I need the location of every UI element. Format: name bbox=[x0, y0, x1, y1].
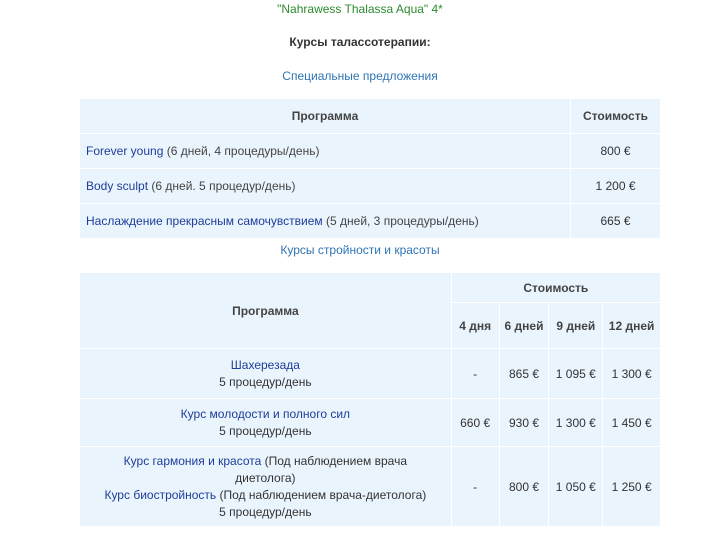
program-name: Курс молодости и полного сил bbox=[180, 406, 351, 421]
price-cell: - bbox=[451, 349, 499, 399]
program-cell bbox=[80, 204, 571, 239]
table-row bbox=[80, 447, 661, 527]
program-cell bbox=[80, 447, 452, 527]
duration-header: 9 дней bbox=[549, 303, 603, 349]
program-name: Шахерезада bbox=[230, 357, 300, 372]
program-name: Курс гармония и красота (Под наблюдением врача диетолога) bbox=[123, 453, 408, 485]
program-procedures: 5 процедур/день bbox=[219, 504, 312, 519]
program-procedures: 5 процедур/день bbox=[219, 423, 312, 438]
slimming-courses-heading: Курсы стройности и красоты bbox=[280, 243, 440, 257]
price-cell: 1 200 € bbox=[571, 169, 661, 204]
table-row bbox=[80, 349, 661, 399]
price-cell: 1 300 € bbox=[603, 349, 661, 399]
duration-header: 6 дней bbox=[499, 303, 549, 349]
price-cell: 1 095 € bbox=[549, 349, 603, 399]
program-details: (5 дней, 3 процедуры/день) bbox=[322, 214, 479, 228]
table-row bbox=[80, 399, 661, 447]
program-name: Forever young bbox=[86, 144, 164, 158]
price-cell: 800 € bbox=[571, 134, 661, 169]
price-cell: 1 250 € bbox=[603, 447, 661, 527]
program-cell bbox=[80, 169, 571, 204]
program-name: Наслаждение прекрасным самочувствием bbox=[86, 214, 323, 228]
slimming-courses-table bbox=[79, 272, 661, 527]
price-cell: 865 € bbox=[499, 349, 549, 399]
special-offers-table bbox=[79, 98, 661, 239]
program-details: (6 дней. 5 процедур/день) bbox=[148, 179, 296, 193]
program-name-2: Курс биостройность (Под наблюдением врача-диетолога) bbox=[104, 487, 427, 502]
program-column-header: Программа bbox=[80, 273, 452, 349]
price-cell: 665 € bbox=[571, 204, 661, 239]
program-cell bbox=[80, 134, 571, 169]
price-cell: 660 € bbox=[451, 399, 499, 447]
program-procedures: 5 процедур/день bbox=[219, 374, 312, 389]
table-row bbox=[80, 134, 661, 169]
price-column-header: Стоимость bbox=[571, 99, 661, 134]
program-cell bbox=[80, 399, 452, 447]
program-cell bbox=[80, 349, 452, 399]
table-row bbox=[80, 204, 661, 239]
duration-header: 12 дней bbox=[603, 303, 661, 349]
page-heading: Курсы талассотерапии: bbox=[289, 35, 431, 49]
price-cell: 800 € bbox=[499, 447, 549, 527]
hotel-title: "Nahrawess Thalassa Aqua" 4* bbox=[277, 2, 443, 16]
table-row bbox=[80, 169, 661, 204]
price-cell: 930 € bbox=[499, 399, 549, 447]
program-column-header: Программа bbox=[80, 99, 571, 134]
price-cell: 1 300 € bbox=[549, 399, 603, 447]
price-column-header: Стоимость bbox=[451, 273, 660, 303]
price-cell: - bbox=[451, 447, 499, 527]
price-cell: 1 050 € bbox=[549, 447, 603, 527]
price-cell: 1 450 € bbox=[603, 399, 661, 447]
program-details: (6 дней, 4 процедуры/день) bbox=[163, 144, 320, 158]
duration-header: 4 дня bbox=[451, 303, 499, 349]
program-name: Body sculpt bbox=[86, 179, 149, 193]
special-offers-heading: Специальные предложения bbox=[282, 69, 438, 83]
